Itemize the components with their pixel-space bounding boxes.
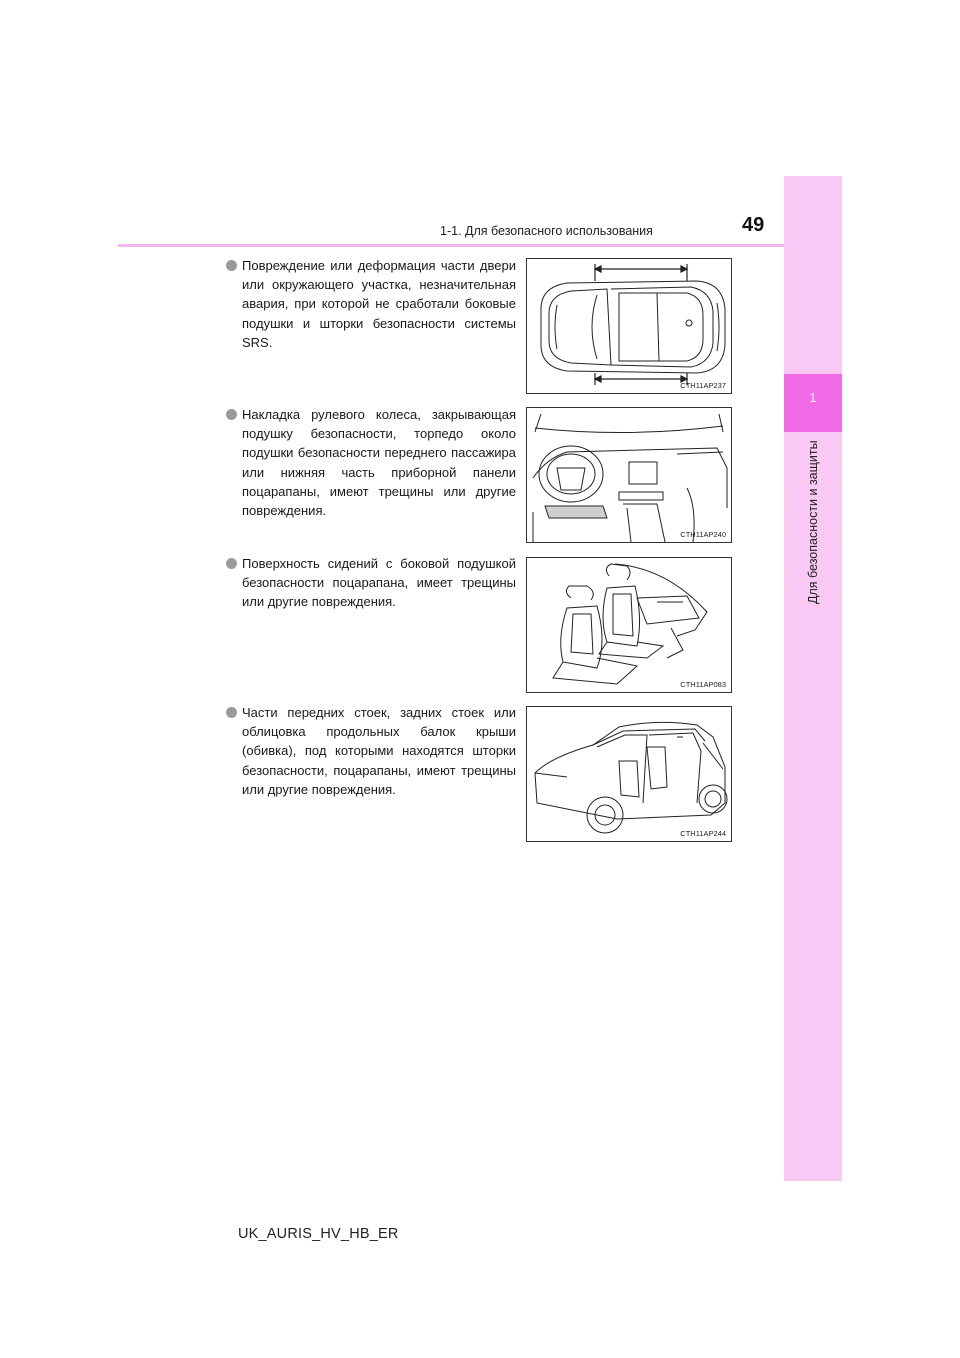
section-title: 1-1. Для безопасного использования (440, 224, 653, 238)
list-item (226, 256, 516, 352)
car-side-view-illustration (527, 707, 733, 843)
list-item (226, 405, 516, 520)
page-number: 49 (742, 214, 765, 236)
item-text: Части передних стоек, задних стоек или облицовка продольных балок крыши (обивка), под которыми находятся шторки безопасности, поцарапаны, имеют трещины или другие повреждения. (242, 705, 516, 797)
chapter-number: 1 (809, 390, 817, 405)
bullet-icon (226, 260, 237, 271)
bullet-icon (226, 558, 237, 569)
item-text: Поверхность сидений с боковой подушкой безопасности поцарапана, имеет трещины или другие повреждения. (242, 556, 516, 610)
car-top-view-illustration (527, 259, 733, 395)
item-text: Накладка рулевого колеса, закрывающая подушку безопасности, торпедо около подушки безопасности переднего пассажира или нижняя часть приборной панели поцарапаны, имеют трещины или другие повреждения. (242, 407, 516, 519)
figure-code: CTH11AP237 (680, 381, 726, 390)
figure-car-top-view (526, 258, 732, 394)
bullet-icon (226, 409, 237, 420)
figure-code: CTH11AP240 (680, 530, 726, 539)
figure-car-side-view (526, 706, 732, 842)
dashboard-illustration (527, 408, 733, 544)
figure-seats (526, 557, 732, 693)
figure-code: CTH11AP083 (680, 680, 726, 689)
bullet-icon (226, 707, 237, 718)
list-item (226, 554, 516, 612)
figure-dashboard (526, 407, 732, 543)
chapter-label: Для безопасности и защиты (806, 440, 820, 604)
header-divider (118, 244, 784, 247)
document-code: UK_AURIS_HV_HB_ER (238, 1226, 399, 1242)
list-item (226, 703, 516, 799)
item-text: Повреждение или деформация части двери или окружающего участка, незначительная авария, при которой не сработали боковые подушки и шторки безопасности системы SRS. (242, 258, 516, 350)
figure-code: CTH11AP244 (680, 829, 726, 838)
seats-illustration (527, 558, 733, 694)
